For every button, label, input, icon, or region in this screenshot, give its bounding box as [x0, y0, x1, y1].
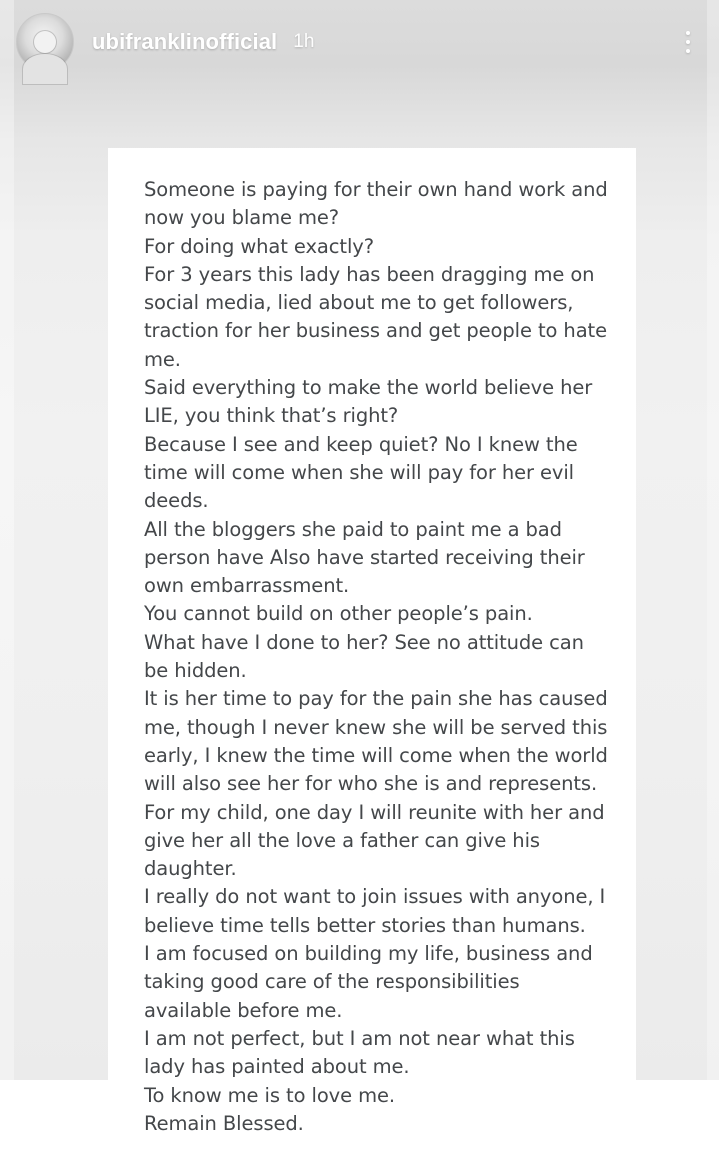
story-paragraph: I am focused on building my life, business and taking good care of the responsibilities available before me.: [144, 942, 593, 1022]
more-dot-3: [686, 49, 690, 53]
story-paragraph: I really do not want to join issues with anyone, I believe time tells better stories than humans.: [144, 885, 606, 937]
story-paragraph: Because I see and keep quiet? No I knew the time will come when she will pay for her evil deeds.: [144, 432, 578, 513]
username-label[interactable]: ubifranklinofficial: [92, 29, 278, 54]
story-paragraph: To know me is to love me.: [144, 1083, 395, 1107]
story-paragraph: Said everything to make the world believe her LIE, you think that’s right?: [144, 376, 593, 428]
story-paragraph: For doing what exactly?: [144, 234, 374, 258]
story-paragraph: You cannot build on other people’s pain.: [144, 602, 533, 626]
right-edge-band: [707, 0, 719, 1080]
story-paragraph: For 3 years this lady has been dragging me on social media, lied about me to get followers, traction for her business and get people to hate me.: [144, 262, 607, 371]
user-avatar[interactable]: [16, 13, 74, 71]
story-timestamp: 1h: [293, 31, 315, 52]
story-paragraph: Remain Blessed.: [144, 1111, 304, 1135]
story-paragraph: I am not perfect, but I am not near what this lady has painted about me.: [144, 1026, 575, 1079]
story-paragraph: All the bloggers she paid to paint me a bad person have Also have started receiving their own embarrassment.: [144, 517, 585, 598]
story-paragraph: It is her time to pay for the pain she has caused me, though I never knew she will be served this early, I knew the time will come when the world will also see her for who she is and represents.: [144, 687, 608, 796]
story-paragraph: Someone is paying for their own hand work and now you blame me?: [144, 178, 608, 230]
story-paragraph: For my child, one day I will reunite with her and give her all the love a father can give his daughter.: [144, 800, 605, 881]
more-options-icon[interactable]: [675, 27, 701, 57]
more-dot-2: [686, 40, 690, 44]
more-dot-1: [686, 31, 690, 35]
story-text-card: [108, 148, 636, 1160]
story-header: [0, 0, 719, 84]
story-paragraph: What have I done to her? See no attitude can be hidden.: [144, 630, 584, 683]
left-edge-band: [0, 0, 14, 1080]
